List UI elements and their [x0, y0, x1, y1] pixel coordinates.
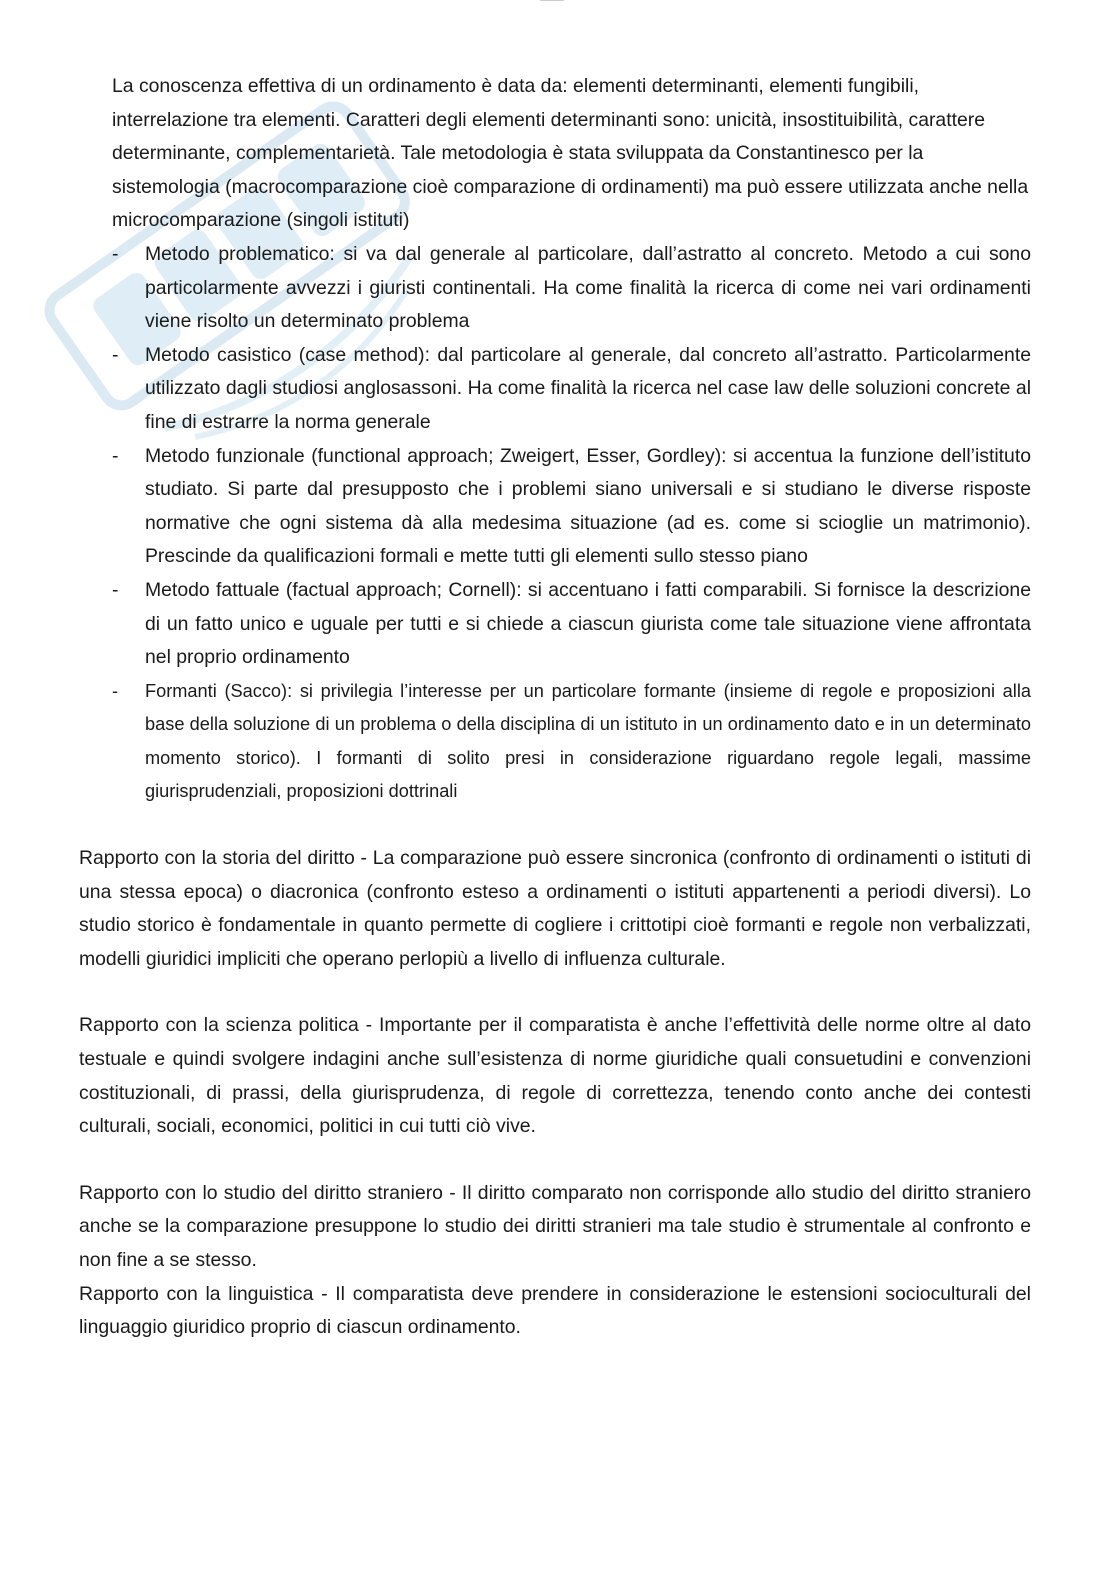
- list-bullet: -: [112, 444, 119, 467]
- method-list: [79, 238, 1031, 809]
- section-linguistica: Rapporto con la linguistica - Il comparatista deve prendere in considerazione le estensioni socioculturali del linguaggio giuridico proprio di ciascun ordinamento.: [79, 1282, 1031, 1339]
- list-bullet: -: [112, 343, 119, 366]
- list-item: [79, 238, 1031, 339]
- list-bullet: -: [112, 680, 119, 701]
- section-scienza-politica: Rapporto con la scienza politica - Importante per il comparatista è anche l’effettività delle norme oltre al dato testuale e quindi svolgere indagini anche sull’esistenza di norme giuridiche quali consuetudini e convenzioni costituzionali, di prassi, della giurisprudenza, di regole di correttezza, tenendo conto anche dei contesti culturali, sociali, economici, politici in cui tutti ciò vive.: [79, 1014, 1031, 1138]
- list-item-text: Metodo problematico: si va dal generale al particolare, dall’astratto al concreto. Metodo a cui sono particolarmente avvezzi i giuristi continentali. Ha come finalità la ricerca di come nei vari ordinamenti viene risolto un determinato problema: [145, 242, 1031, 333]
- page-content: [79, 70, 1031, 1345]
- list-item-text: Metodo casistico (case method): dal particolare al generale, dal concreto all’astratto. Particolarmente utilizzato dagli studiosi anglosassoni. Ha come finalità la ricerca nel case law delle soluzioni concrete al fine di estrarre la norma generale: [145, 343, 1031, 433]
- list-item: [79, 574, 1031, 675]
- intro-paragraph: La conoscenza effettiva di un ordinamento è data da: elementi determinanti, elementi fungibili, interrelazione tra elementi. Caratteri degli elementi determinanti sono: unicità, insostituibilità, carattere determinante, complementarietà. Tale metodologia è stata sviluppata da Constantinesco per la sistemologia (macrocomparazione cioè comparazione di ordinamenti) ma può essere utilizzata anche nella microcomparazione (singoli istituti): [112, 75, 1029, 232]
- list-item-text: Formanti (Sacco): si privilegia l’interesse per un particolare formante (insieme di regole e proposizioni alla base della soluzione di un problema o della disciplina di un istituto in un ordinamento dato e in un determinato momento storico). I formanti di solito presi in considerazione riguardano regole legali, massime giurisprudenziali, proposizioni dottrinali: [145, 680, 1031, 802]
- list-item-text: Metodo fattuale (factual approach; Cornell): si accentuano i fatti comparabili. Si fornisce la descrizione di un fatto unico e uguale per tutti e si chiede a ciascun giurista come tale situazione viene affrontata nel proprio ordinamento: [145, 578, 1031, 669]
- list-bullet: -: [112, 578, 119, 601]
- section-diritto-straniero: Rapporto con lo studio del diritto straniero - Il diritto comparato non corrisponde allo studio del diritto straniero anche se la comparazione presuppone lo studio dei diritti stranieri ma tale studio è strumentale al confronto e non fine a se stesso.: [79, 1181, 1031, 1271]
- list-item: [79, 675, 1031, 809]
- list-bullet: -: [112, 242, 119, 265]
- header-mark: [540, 0, 564, 5]
- list-item: [79, 440, 1031, 574]
- list-item-text: Metodo funzionale (functional approach; Zweigert, Esser, Gordley): si accentua la funzione dell’istituto studiato. Si parte dal presupposto che i problemi siano universali e si studiano le diverse risposte normative che ogni sistema dà alla medesima situazione (ad es. come si scioglie un matrimonio). Prescinde da qualificazioni formali e mette tutti gli elementi sullo stesso piano: [145, 444, 1031, 568]
- list-item: [79, 339, 1031, 440]
- section-storia-del-diritto: Rapporto con la storia del diritto - La comparazione può essere sincronica (confronto di ordinamenti o istituti di una stessa epoca) o diacronica (confronto esteso a ordinamenti o istituti appartenenti a periodi diversi). Lo studio storico è fondamentale in quanto permette di cogliere i crittotipi cioè formanti e regole non verbalizzati, modelli giuridici impliciti che operano perlopiù a livello di influenza culturale.: [79, 847, 1031, 970]
